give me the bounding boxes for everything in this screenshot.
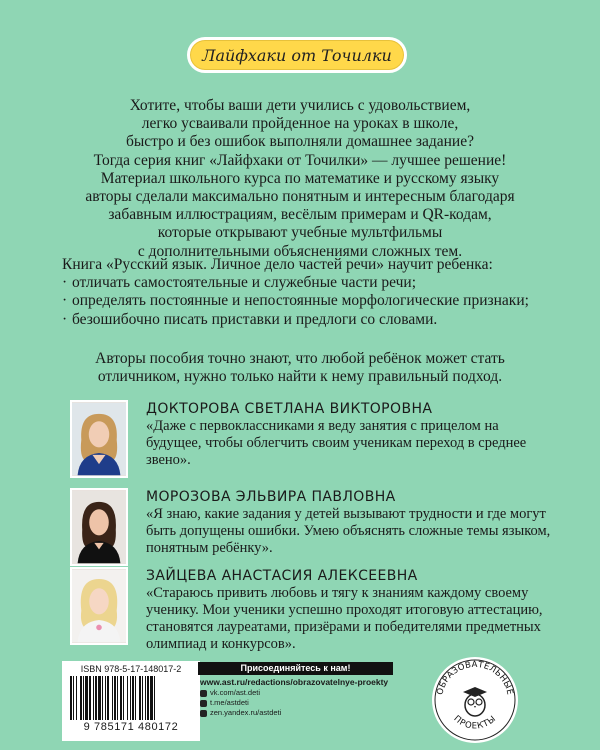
intro-line: легко усваивали пройденное на уроках в школе, [141,115,459,133]
author-name: ДОКТОРОВА СВЕТЛАНА ВИКТОРОВНА [146,401,433,417]
author-info [146,488,556,557]
social-link-vk[interactable] [200,688,400,698]
author-quote: «Даже с первоклассниками я веду занятия с прицелом на будущее, чтобы облегчить своим ученикам переход в среднее звено». [146,418,527,468]
intro-line: забавным иллюстрациям, весёлым примерам и QR-кодам, [108,206,492,224]
barcode [68,676,194,720]
social-link-label: vk.com/ast.deti [210,688,261,697]
isbn-block [62,661,200,741]
skill-item: · безошибочно писать приставки и предлоги со словами. [62,311,562,329]
isbn-digits: 9 785171 480172 [83,721,179,733]
skill-item: · отличать самостоятельные и служебные части речи; [62,274,562,292]
author-photo [70,567,128,645]
social-link-label: t.me/astdeti [210,698,249,707]
book-lead: Книга «Русский язык. Личное дело частей речи» научит ребенка: [62,256,493,273]
intro-line: Хотите, чтобы ваши дети учились с удовольствием, [129,97,471,114]
book-description [62,256,562,329]
intro-line: с дополнительными объяснениями сложных тем. [137,242,463,260]
social-link-zen[interactable] [200,708,400,718]
website-link[interactable]: www.ast.ru/redactions/obrazovatelnye-proekty [200,677,389,687]
intro-line: которые открывают учебные мультфильмы [157,224,443,242]
author-photo [70,400,128,478]
skill-item: · определять постоянные и непостоянные морфологические признаки; [62,292,562,310]
intro-line: быстро и без ошибок выполняли домашнее задание? [125,133,474,151]
author-name: ЗАЙЦЕВА АНАСТАСИЯ АЛЕКСЕЕВНА [146,568,418,584]
author-quote: «Я знаю, какие задания у детей вызывают трудности и где могут быть допущены ошибки. Умею объяснять сложные темы языком, понятным ребёнку». [146,506,551,556]
intro-line: Материал школьного курса по математике и русскому языку [100,169,500,187]
isbn-label: ISBN 978-5-17-148017-2 [80,664,182,674]
intro-line: авторы сделали максимально понятным и интересным благодаря [85,188,515,206]
intro-text [70,97,530,261]
publisher-seal-logo [430,655,520,745]
outro-line: Авторы пособия точно знают, что любой ребёнок может стать [95,350,505,367]
intro-line: Тогда серия книг «Лайфхаки от Точилки» — лучшее решение! [93,151,507,169]
outro-text [70,350,530,386]
author-card [70,567,550,652]
vk-icon [200,690,207,697]
social-link-label: zen.yandex.ru/astdeti [210,708,282,717]
social-links [200,677,400,718]
author-name: МОРОЗОВА ЭЛЬВИРА ПАВЛОВНА [146,489,396,505]
seal-bottom-text: ПРОЕКТЫ [451,713,499,732]
telegram-icon [200,700,207,707]
author-info [146,400,556,469]
series-badge-label: Лайфхаки от Точилки [202,45,392,65]
outro-line: отличником, нужно только найти к нему правильный подход. [97,368,503,386]
author-card [70,400,550,480]
author-photo [70,488,128,566]
series-badge [187,37,407,73]
author-info [146,567,556,653]
author-card [70,488,550,568]
join-banner: Присоединяйтесь к нам! [198,662,393,675]
author-quote: «Стараюсь привить любовь и тягу к знаниям каждому своему ученику. Мои ученики успешно проходят итоговую аттестацию, становятся лауреатами, призёрами и победителями предметных олимпиад и конкурсов». [146,585,543,652]
social-link-telegram[interactable] [200,698,400,708]
skills-list [62,274,562,329]
seal-top-text: ОБРАЗОВАТЕЛЬНЫЕ [435,659,515,696]
zen-icon [200,710,207,717]
